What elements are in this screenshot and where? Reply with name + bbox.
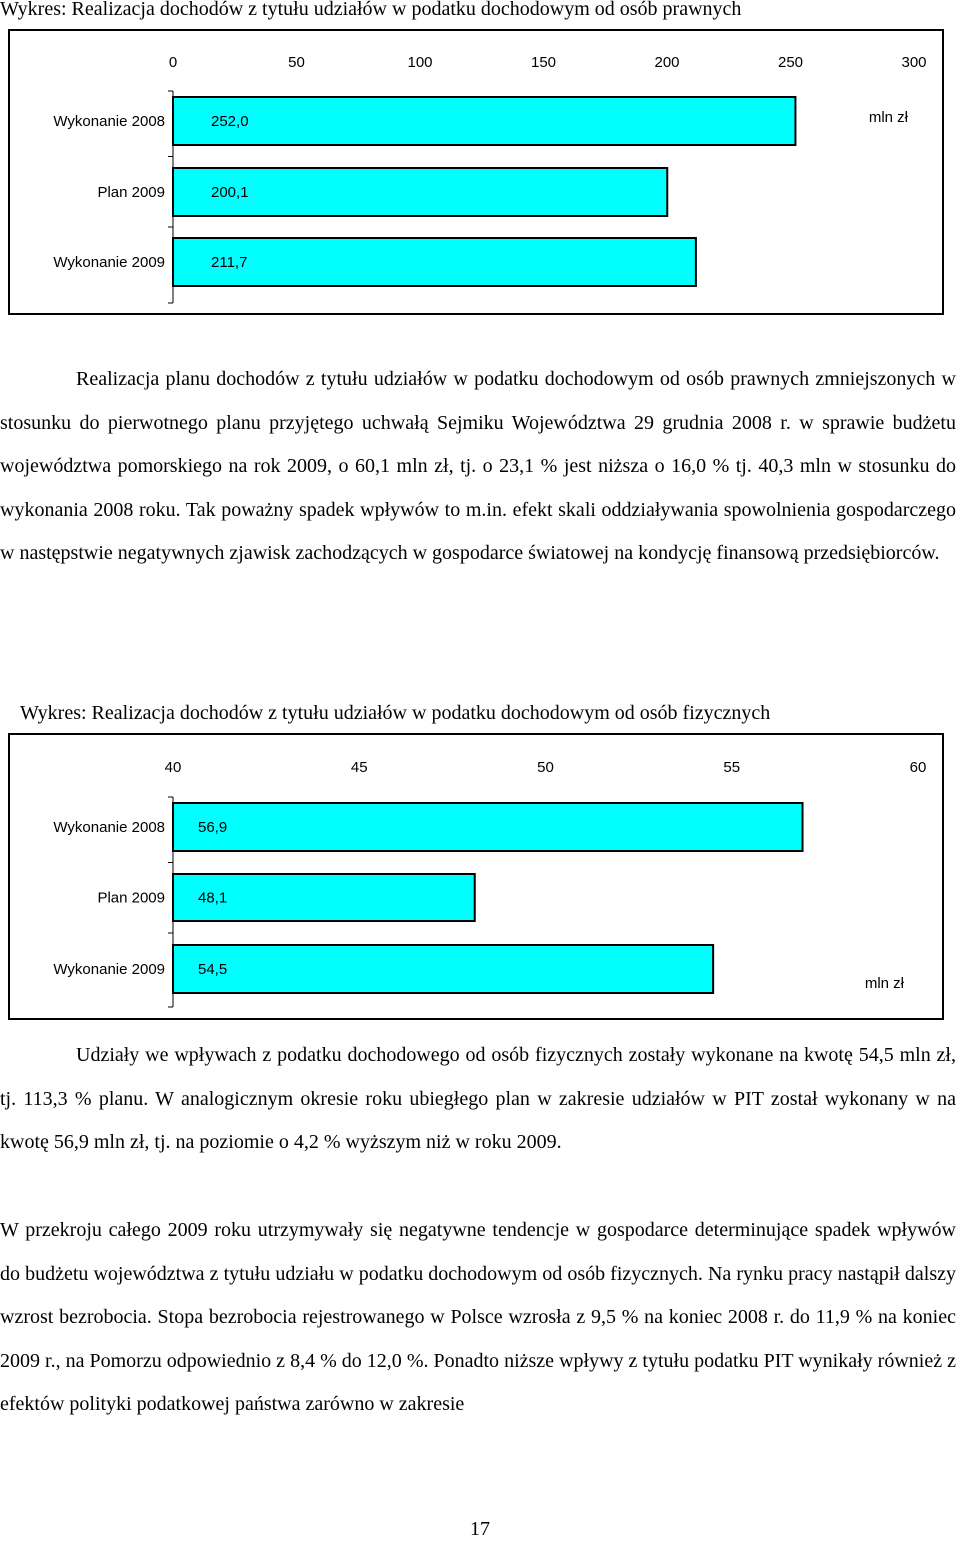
chart1-bar (173, 238, 696, 286)
chart1-tick-label: 100 (407, 54, 433, 71)
chart1-category-label: Wykonanie 2008 (53, 113, 165, 130)
chart1-plot (10, 31, 942, 313)
chart2-caption: Wykres: Realizacja dochodów z tytułu udziałów w podatku dochodowym od osób fizycznych (20, 702, 771, 724)
paragraph-3: W przekroju całego 2009 roku utrzymywały się negatywne tendencje w gospodarce determinujące spadek wpływów do budżetu województwa z tytułu udziału w podatku dochodowym od osób fizycznych. Na rynku pracy nastąpił dalszy wzrost bezrobocia. Stopa bezrobocia rejestrowanego w Polsce wzrosła z 9,5 % na koniec 2008 r. do 11,9 % na koniec 2009 r., na Pomorzu odpowiednio z 8,4 % do 12,0 %. Ponadto niższe wpływy z tytułu podatku PIT wynikały również z efektów polityki podatkowej państwa zarówno w zakresie (0, 1219, 956, 1415)
chart2-plot (10, 735, 942, 1018)
chart1-unit-label: mln zł (868, 109, 908, 126)
chart1-tick-label: 300 (901, 54, 927, 71)
paragraph-1: Realizacja planu dochodów z tytułu udziałów w podatku dochodowym od osób prawnych zmniejszonych w stosunku do pierwotnego planu przyjętego uchwałą Sejmiku Województwa 29 grudnia 2008 r. w sprawie budżetu województwa pomorskiego na rok 2009, o 60,1 mln zł, tj. o 23,1 % jest niższa o 16,0 % tj. 40,3 mln w stosunku do wykonania 2008 roku. Tak poważny spadek wpływów to m.in. efekt skali oddziaływania spowolnienia gospodarczego w następstwie negatywnych zjawisk zachodzących w gospodarce światowej na kondycję finansową przedsiębiorców. (0, 368, 956, 564)
chart2-data-label: 56,9 (198, 819, 228, 836)
chart1-tick-label: 150 (530, 54, 557, 71)
chart1-data-label: 211,7 (211, 254, 248, 271)
chart1-bar (173, 97, 795, 145)
chart1-tick-label: 250 (777, 54, 804, 71)
chart2-bar (173, 945, 713, 993)
chart1-category-label: Wykonanie 2009 (53, 254, 165, 271)
chart2-tick-label: 45 (350, 759, 368, 776)
chart2-unit-label: mln zł (864, 975, 904, 992)
chart1-tick-label: 0 (168, 54, 178, 71)
chart2-box (8, 733, 944, 1020)
chart2-category-label: Wykonanie 2009 (53, 961, 165, 978)
chart1-data-label: 252,0 (211, 113, 249, 130)
chart1-tick-label: 50 (288, 54, 305, 71)
page-number: 17 (470, 1518, 490, 1540)
chart1-box (8, 29, 944, 315)
chart2-category-label: Plan 2009 (97, 889, 165, 907)
chart2-data-label: 48,1 (198, 889, 228, 907)
paragraph-2: Udziały we wpływach z podatku dochodowego od osób fizycznych zostały wykonane na kwotę 54,5 mln zł, tj. 113,3 % planu. W analogicznym okresie roku ubiegłego plan w zakresie udziałów w PIT został wykonany w na kwotę 56,9 mln zł, tj. na poziomie o 4,2 % wyższym niż w roku 2009. (0, 1044, 956, 1153)
chart2-tick-label: 40 (164, 759, 182, 776)
chart2-tick-label: 50 (537, 759, 554, 776)
chart2-tick-label: 60 (909, 759, 927, 776)
chart2-category-label: Wykonanie 2008 (53, 819, 165, 836)
chart1-tick-label: 200 (654, 54, 680, 71)
chart2-bar (173, 803, 803, 851)
chart1-caption: Wykres: Realizacja dochodów z tytułu udziałów w podatku dochodowym od osób prawnych (0, 0, 742, 20)
chart1-data-label: 200,1 (211, 184, 249, 201)
chart2-data-label: 54,5 (198, 961, 228, 978)
chart1-category-label: Plan 2009 (97, 184, 165, 201)
chart2-tick-label: 55 (723, 759, 741, 776)
